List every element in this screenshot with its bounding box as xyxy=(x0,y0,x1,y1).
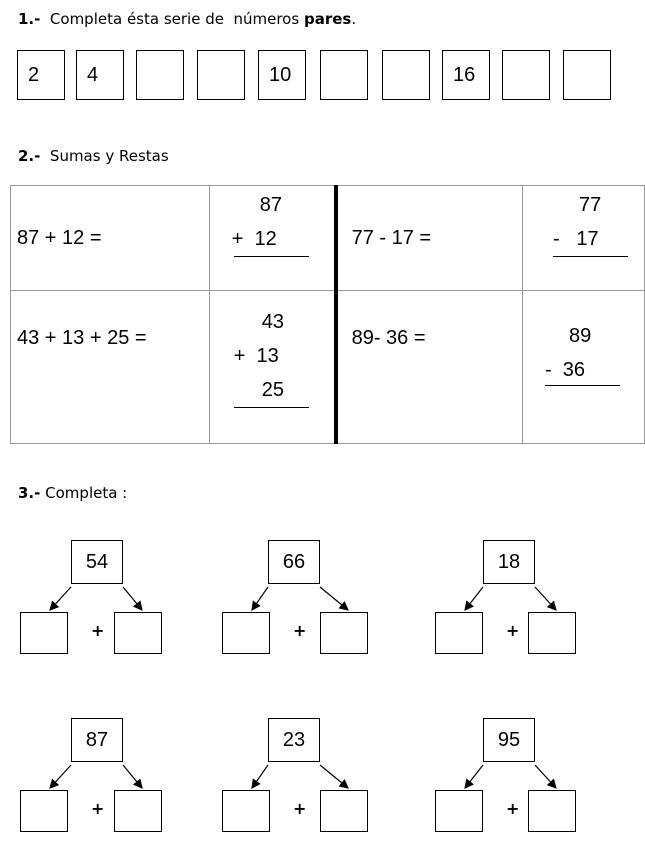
section-number: 2.- xyxy=(18,147,41,165)
tree-left-blank-box[interactable] xyxy=(222,790,270,832)
expression: 77 - 17 = xyxy=(351,226,432,249)
series-number-box: 2 xyxy=(17,50,65,100)
expression: 89- 36 = xyxy=(351,327,426,349)
arrow-icon xyxy=(252,587,268,610)
expression: 87 + 12 = xyxy=(17,226,102,249)
operand: + 12 xyxy=(231,228,277,250)
tree-right-blank-box[interactable] xyxy=(528,612,576,654)
tree-top-number: 95 xyxy=(483,718,535,762)
instruction: Completa : xyxy=(45,484,128,502)
tree-right-blank-box[interactable] xyxy=(114,612,162,654)
tree-left-blank-box[interactable] xyxy=(20,790,68,832)
plus-sign: + xyxy=(506,621,520,640)
operand: 25 xyxy=(261,379,284,401)
arrow-icon xyxy=(50,765,71,788)
expression: 43 + 13 + 25 = xyxy=(17,327,147,349)
section-number: 1.- xyxy=(18,10,41,28)
series-number-box: 10 xyxy=(258,50,306,100)
plus-sign: + xyxy=(293,799,307,818)
tree-top-number: 18 xyxy=(483,540,535,584)
arrow-icon xyxy=(123,587,142,610)
plus-sign: + xyxy=(293,621,307,640)
operand: + 13 xyxy=(233,345,279,367)
arrow-icon xyxy=(535,765,556,788)
operand: 89 xyxy=(569,325,592,347)
tree-left-blank-box[interactable] xyxy=(222,612,270,654)
arrow-icon xyxy=(252,765,268,788)
operand: - 17 xyxy=(553,228,599,250)
plus-sign: + xyxy=(506,799,520,818)
tree-left-blank-box[interactable] xyxy=(435,612,483,654)
tree-right-blank-box[interactable] xyxy=(320,790,368,832)
operand: 77 xyxy=(579,194,602,216)
arrow-icon xyxy=(535,587,556,610)
plus-sign: + xyxy=(91,799,105,818)
tree-right-blank-box[interactable] xyxy=(528,790,576,832)
arrow-icon xyxy=(320,587,348,610)
operand: 87 xyxy=(259,194,282,216)
instruction: Completa ésta serie de números xyxy=(49,10,304,28)
operand: 43 xyxy=(261,311,284,333)
series-number-box: 4 xyxy=(76,50,124,100)
series-number-box: 16 xyxy=(442,50,490,100)
tree-right-blank-box[interactable] xyxy=(320,612,368,654)
tree-left-blank-box[interactable] xyxy=(20,612,68,654)
tree-left-blank-box[interactable] xyxy=(435,790,483,832)
arrow-icon xyxy=(50,587,71,610)
tree-top-number: 23 xyxy=(268,718,320,762)
instruction-bold: pares xyxy=(303,10,352,28)
tree-top-number: 66 xyxy=(268,540,320,584)
tree-top-number: 87 xyxy=(71,718,123,762)
instruction: Sumas y Restas xyxy=(49,147,169,165)
arrow-icon xyxy=(320,765,348,788)
arrow-icon xyxy=(123,765,142,788)
tree-top-number: 54 xyxy=(71,540,123,584)
operand: - 36 xyxy=(545,359,586,381)
arrow-icon xyxy=(465,587,483,610)
section-number: 3.- xyxy=(18,484,41,502)
arrow-icon xyxy=(465,765,483,788)
instruction-end: . xyxy=(351,10,357,28)
tree-right-blank-box[interactable] xyxy=(114,790,162,832)
plus-sign: + xyxy=(91,621,105,640)
